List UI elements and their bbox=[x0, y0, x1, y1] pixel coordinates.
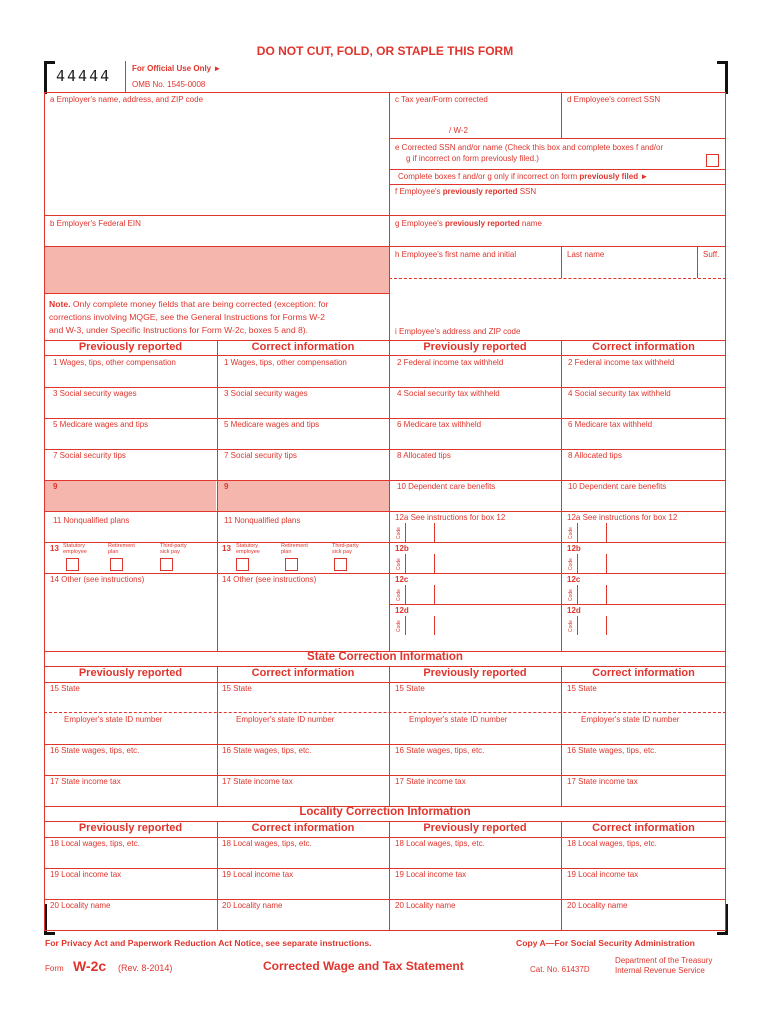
prev-thirdparty-checkbox[interactable] bbox=[160, 558, 173, 571]
box-12a-prev: 12a See instructions for box 12 bbox=[395, 513, 506, 522]
col-header-correct-2: Correct information bbox=[592, 341, 695, 353]
box-18-prev-2: 18 Local wages, tips, etc. bbox=[395, 839, 485, 848]
box-16-correct-2: 16 State wages, tips, etc. bbox=[567, 746, 657, 755]
code-label-12a-correct: Code bbox=[568, 527, 574, 539]
state-header-correct-2: Correct information bbox=[592, 667, 695, 679]
box-15-prev-1: 15 State bbox=[50, 684, 80, 693]
box-13-correct-thirdparty-label: Third-party sick pay bbox=[332, 543, 359, 555]
state-id-prev-1: Employer's state ID number bbox=[64, 715, 163, 724]
box-e-label-1: e Corrected SSN and/or name (Check this box and complete boxes f and/or bbox=[395, 143, 664, 152]
box-12d-correct: 12d bbox=[567, 606, 581, 615]
box-12c-prev: 12c bbox=[395, 575, 409, 584]
shaded-box-b bbox=[45, 247, 389, 293]
state-header-previous-2: Previously reported bbox=[423, 667, 527, 679]
box-2-prev: 2 Federal income tax withheld bbox=[397, 358, 504, 367]
box-f-label: f Employee's previously reported SSN bbox=[395, 187, 537, 196]
suffix-label: Suff. bbox=[703, 250, 720, 259]
box-1-correct: 1 Wages, tips, other compensation bbox=[224, 358, 347, 367]
box-15-correct-1: 15 State bbox=[222, 684, 252, 693]
box-d-label: d Employee's correct SSN bbox=[567, 95, 661, 104]
box-4-prev: 4 Social security tax withheld bbox=[397, 389, 500, 398]
box-12d-prev: 12d bbox=[395, 606, 409, 615]
form-name: W-2c bbox=[73, 958, 107, 974]
box-9-correct: 9 bbox=[224, 482, 229, 491]
correct-statutory-checkbox[interactable] bbox=[236, 558, 249, 571]
catalog-number: Cat. No. 61437D bbox=[530, 965, 590, 974]
state-id-prev-2: Employer's state ID number bbox=[409, 715, 508, 724]
shaded-box-9-correct bbox=[218, 481, 389, 511]
corner-mark-top-left bbox=[44, 61, 55, 94]
box-18-correct-2: 18 Local wages, tips, etc. bbox=[567, 839, 657, 848]
box-17-prev-1: 17 State income tax bbox=[50, 777, 121, 786]
locality-header-previous-1: Previously reported bbox=[78, 822, 183, 834]
shaded-box-9-prev bbox=[45, 481, 216, 511]
locality-header-correct-2: Correct information bbox=[592, 822, 695, 834]
box-13-prev-statutory-label: Statutory employee bbox=[63, 543, 87, 555]
state-header-previous-1: Previously reported bbox=[78, 667, 183, 679]
code-label-12d-prev: Code bbox=[396, 620, 402, 632]
box-12b-correct: 12b bbox=[567, 544, 581, 553]
form-code: 44444 bbox=[56, 67, 112, 85]
code-label-12b-prev: Code bbox=[396, 558, 402, 570]
col-header-previous-2: Previously reported bbox=[423, 341, 527, 353]
state-id-correct-2: Employer's state ID number bbox=[581, 715, 680, 724]
code-label-12d-correct: Code bbox=[568, 620, 574, 632]
box-c-label: c Tax year/Form corrected bbox=[395, 95, 488, 104]
box-19-prev-2: 19 Local income tax bbox=[395, 870, 467, 879]
box-16-prev-2: 16 State wages, tips, etc. bbox=[395, 746, 485, 755]
copy-a-label: Copy A—For Social Security Administration bbox=[516, 938, 695, 948]
revision-label: (Rev. 8-2014) bbox=[118, 963, 173, 973]
locality-section-title: Locality Correction Information bbox=[299, 806, 471, 818]
box-g-label: g Employee's previously reported name bbox=[395, 219, 542, 228]
box-13-prev-retirement-label: Retirement plan bbox=[108, 543, 135, 555]
box-12c-correct: 12c bbox=[567, 575, 581, 584]
box-5-correct: 5 Medicare wages and tips bbox=[224, 420, 320, 429]
official-use-label: For Official Use Only ► bbox=[132, 64, 222, 73]
box-12a-correct: 12a See instructions for box 12 bbox=[567, 513, 678, 522]
box-h-label: h Employee's first name and initial bbox=[395, 250, 517, 259]
box-2-correct: 2 Federal income tax withheld bbox=[568, 358, 675, 367]
box-13-prev-thirdparty-label: Third-party sick pay bbox=[160, 543, 187, 555]
employer-name-field[interactable] bbox=[48, 108, 386, 213]
code-label-12c-correct: Code bbox=[568, 589, 574, 601]
box-10-prev: 10 Dependent care benefits bbox=[397, 482, 496, 491]
box-7-correct: 7 Social security tips bbox=[224, 451, 297, 460]
box-15-prev-2: 15 State bbox=[395, 684, 425, 693]
box-20-correct-1: 20 Locality name bbox=[222, 901, 283, 910]
employer-ein-field[interactable] bbox=[48, 230, 386, 244]
box-4-correct: 4 Social security tax withheld bbox=[568, 389, 671, 398]
box-6-prev: 6 Medicare tax withheld bbox=[397, 420, 482, 429]
col-header-previous-1: Previously reported bbox=[78, 341, 183, 353]
state-section-title: State Correction Information bbox=[307, 651, 463, 663]
col-header-correct-1: Correct information bbox=[251, 341, 355, 353]
form-title: Corrected Wage and Tax Statement bbox=[263, 959, 464, 973]
complete-boxes-note: Complete boxes f and/or g only if incorrect on form previously filed ► bbox=[398, 172, 649, 181]
last-name-label: Last name bbox=[567, 250, 605, 259]
box-a-label: a Employer's name, address, and ZIP code bbox=[50, 95, 204, 104]
box-20-correct-2: 20 Locality name bbox=[567, 901, 628, 910]
box-7-prev: 7 Social security tips bbox=[53, 451, 126, 460]
top-notice: DO NOT CUT, FOLD, OR STAPLE THIS FORM bbox=[256, 44, 514, 58]
box-c-value: / W-2 bbox=[449, 126, 468, 135]
box-13-prev-num: 13 bbox=[50, 544, 59, 553]
box-12b-prev: 12b bbox=[395, 544, 409, 553]
correct-thirdparty-checkbox[interactable] bbox=[334, 558, 347, 571]
note-text: Note. Only complete money fields that are being corrected (exception: for corrections involving MQGE, see the General Instructions for Forms W-2 and W-3, under Specific Instructions for Form W-2c, boxes 5 and 8). bbox=[49, 299, 329, 335]
box-19-prev-1: 19 Local income tax bbox=[50, 870, 122, 879]
correct-retirement-checkbox[interactable] bbox=[285, 558, 298, 571]
state-id-correct-1: Employer's state ID number bbox=[236, 715, 335, 724]
box-18-prev-1: 18 Local wages, tips, etc. bbox=[50, 839, 140, 848]
box-13-correct-statutory-label: Statutory employee bbox=[236, 543, 260, 555]
box-19-correct-1: 19 Local income tax bbox=[222, 870, 294, 879]
box-10-correct: 10 Dependent care benefits bbox=[568, 482, 667, 491]
box-14-prev: 14 Other (see instructions) bbox=[50, 575, 145, 584]
box-20-prev-1: 20 Locality name bbox=[50, 901, 111, 910]
box-8-prev: 8 Allocated tips bbox=[397, 451, 451, 460]
box-17-prev-2: 17 State income tax bbox=[395, 777, 466, 786]
code-label-12c-prev: Code bbox=[396, 589, 402, 601]
box-13-correct-retirement-label: Retirement plan bbox=[281, 543, 308, 555]
department-label: Department of the Treasury Internal Revenue Service bbox=[615, 956, 713, 975]
form-word: Form bbox=[45, 964, 64, 973]
box-17-correct-1: 17 State income tax bbox=[222, 777, 293, 786]
corrected-ssn-checkbox[interactable] bbox=[706, 154, 719, 167]
box-11-prev: 11 Nonqualified plans bbox=[53, 516, 130, 525]
box-20-prev-2: 20 Locality name bbox=[395, 901, 456, 910]
box-9-prev: 9 bbox=[53, 482, 58, 491]
omb-number: OMB No. 1545-0008 bbox=[132, 80, 206, 89]
box-3-prev: 3 Social security wages bbox=[53, 389, 137, 398]
box-6-correct: 6 Medicare tax withheld bbox=[568, 420, 653, 429]
box-15-correct-2: 15 State bbox=[567, 684, 597, 693]
box-5-prev: 5 Medicare wages and tips bbox=[53, 420, 149, 429]
box-e-label-2: g if incorrect on form previously filed.) bbox=[406, 154, 539, 163]
box-3-correct: 3 Social security wages bbox=[224, 389, 308, 398]
box-18-correct-1: 18 Local wages, tips, etc. bbox=[222, 839, 312, 848]
box-1-prev: 1 Wages, tips, other compensation bbox=[53, 358, 176, 367]
locality-header-correct-1: Correct information bbox=[251, 822, 355, 834]
box-17-correct-2: 17 State income tax bbox=[567, 777, 638, 786]
box-19-correct-2: 19 Local income tax bbox=[567, 870, 639, 879]
corner-mark-top-right bbox=[717, 61, 728, 94]
locality-header-previous-2: Previously reported bbox=[423, 822, 527, 834]
prev-statutory-checkbox[interactable] bbox=[66, 558, 79, 571]
code-label-12a-prev: Code bbox=[396, 527, 402, 539]
privacy-notice: For Privacy Act and Paperwork Reduction Act Notice, see separate instructions. bbox=[45, 938, 372, 948]
box-b-label: b Employer's Federal EIN bbox=[50, 219, 141, 228]
box-i-label: i Employee's address and ZIP code bbox=[395, 327, 521, 336]
box-16-prev-1: 16 State wages, tips, etc. bbox=[50, 746, 140, 755]
box-13-correct-num: 13 bbox=[222, 544, 231, 553]
code-label-12b-correct: Code bbox=[568, 558, 574, 570]
box-8-correct: 8 Allocated tips bbox=[568, 451, 622, 460]
prev-retirement-checkbox[interactable] bbox=[110, 558, 123, 571]
box-16-correct-1: 16 State wages, tips, etc. bbox=[222, 746, 312, 755]
state-header-correct-1: Correct information bbox=[251, 667, 355, 679]
box-11-correct: 11 Nonqualified plans bbox=[224, 516, 301, 525]
box-14-correct: 14 Other (see instructions) bbox=[222, 575, 317, 584]
